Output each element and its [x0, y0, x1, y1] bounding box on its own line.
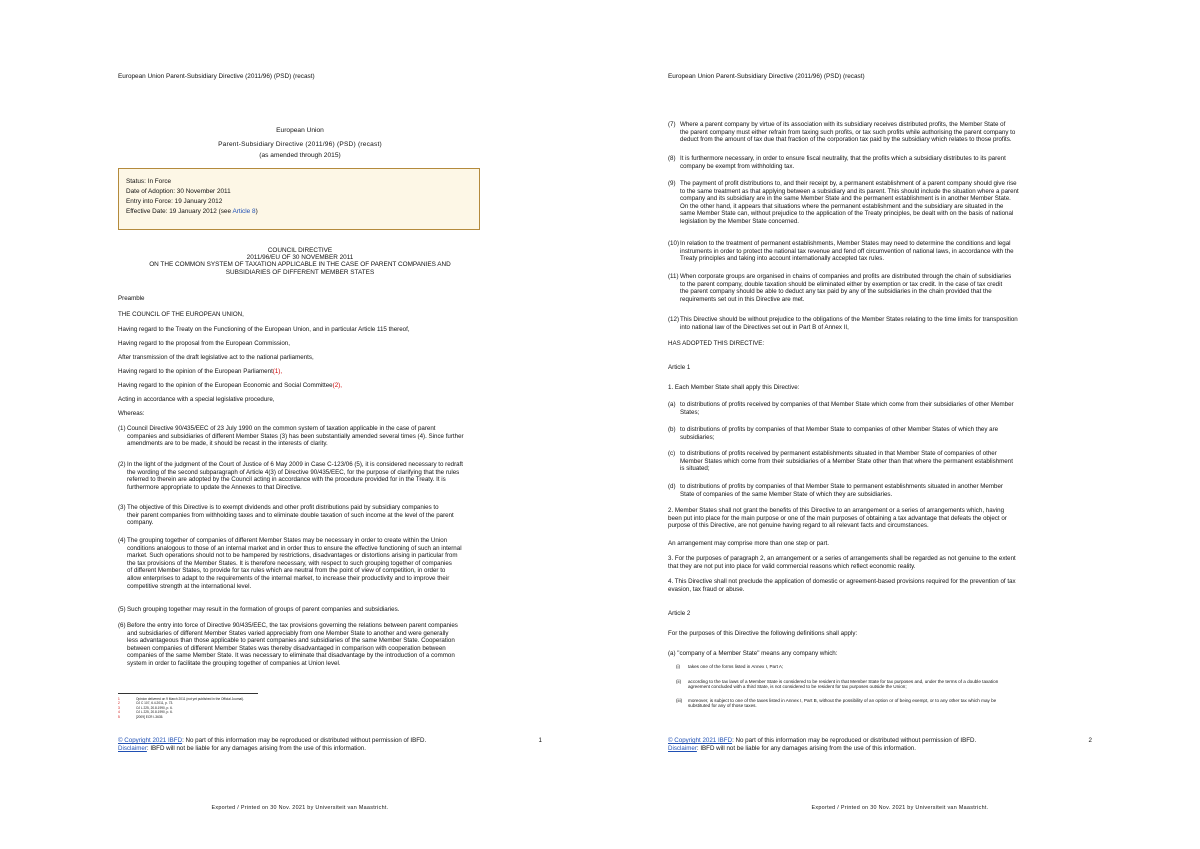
list-item: (a) to distributions of profits received by companies of that Member State which come from their subsidiaries of other Member States; [668, 401, 1014, 416]
title-doc: Parent-Subsidiary Directive (2011/96) (PSD) (recast) [218, 141, 382, 148]
recital: (4) The grouping together of companies of different Member States may be necessary in order to create within the Union conditions analogous to those of an internal market and in order thus to ensure the effective functioning of such an internal market. Such operations should not to be hampered by restrictions, disadvantages or distortions arising in particular from the tax provisions of the Member States. It is therefore necessary, with respect to such grouping together of companies of different Member States, to provide for tax rules which are neutral from the point of view of competition, in order to allow enterprises to adapt to the requirements of the internal market, to increase their productivity and to improve their competitive strength at the international level. [118, 537, 462, 590]
recital: (6) Before the entry into force of Directive 90/435/EEC, the tax provisions governing the relations between parent companies and subsidiaries of different Member States varied appreciably from one Member State to another and were generally less advantageous than those applicable to parent companies and subsidiaries of the same Member State. Cooperation between companies of different Member States was thereby disadvantaged in comparison with cooperation between companies of the same Member State. It was necessary to eliminate that disadvantage by the introduction of a common system in order to facilitate the grouping together of companies at Union level. [118, 622, 458, 667]
page-footer: © Copyright 2021 IBFD: No part of this information may be reproduced or distributed without permission of IBFD. Disclaimer: IBFD will not be liable for any damages arising from the use of this information. 2 [668, 737, 1092, 752]
footnote-ref[interactable]: (2), [332, 382, 342, 389]
entry-into-force: Entry into Force: 19 January 2012 [126, 198, 223, 205]
effective-date: Effective Date: 19 January 2012 (see Article 8) [126, 208, 258, 215]
page-number: 2 [1088, 737, 1092, 744]
article-1-para-4: 4. This Directive shall not preclude the application of domestic or agreement-based provisions required for the prevention of tax evasion, tax fraud or abuse. [668, 578, 1016, 593]
article-1-para-2: 2. Member States shall not grant the benefits of this Directive to an arrangement or a series of arrangements which, having been put into place for the main purpose or one of the main purposes of obtaining a tax advantage that defeats the object or purpose of this Directive, are not genuine having regard to all relevant facts and circumstances. [668, 507, 1007, 530]
recital: (11) When corporate groups are organised in chains of companies and profits are distributed through the chain of subsidiaries to the parent company, double taxation should be eliminated either by exemption or tax credit. In the case of tax credit the parent company should be able to deduct any tax paid by any of the subsidiaries in the chain provided that the requirements set out in this Directive are met. [668, 273, 1012, 303]
article-1-para-3: 3. For the purposes of paragraph 2, an arrangement or a series of arrangements shall be regarded as not genuine to the extent that they are not put into place for valid commercial reasons which reflect economic reality. [668, 555, 1016, 570]
disclaimer-link[interactable]: Disclaimer [668, 745, 697, 752]
list-item: (c) to distributions of profits received by permanent establishments situated in that Member State of companies of other Member States which come from their subsidiaries of a Member State other than that where the permanent establishment is situated; [668, 450, 1013, 473]
article-1-para-2b: An arrangement may comprise more than one step or part. [668, 540, 829, 547]
title-note: (as amended through 2015) [259, 152, 341, 159]
having-regard-3: Having regard to the opinion of the European Parliament(1), [118, 368, 283, 375]
export-note: Exported / Printed on 30 Nov. 2021 by Universiteit van Maastricht. [811, 805, 989, 811]
page-number: 1 [538, 737, 542, 744]
copyright-link[interactable]: © Copyright 2021 IBFD [668, 737, 733, 744]
page-footer: © Copyright 2021 IBFD: No part of this information may be reproduced or distributed without permission of IBFD. Disclaimer: IBFD will not be liable for any damages arising from the use of this information. 1 [118, 737, 542, 752]
recital: (1) Council Directive 90/435/EEC of 23 July 1990 on the common system of taxation applicable in the case of parent companies and subsidiaries of different Member States (3) has been substantially amended several times (4). Since further amendments are to be made, it should be recast in the interests of clarity. [118, 425, 464, 448]
recital: (8) It is furthermore necessary, in order to ensure fiscal neutrality, that the profits which a subsidiary distributes to its parent company be exempt from withholding tax. [668, 155, 1006, 170]
status-line: Status: In Force [126, 178, 172, 185]
list-item: (d) to distributions of profits by companies of that Member State to permanent establishments situated in another Member State of companies of the same Member State of which they are subsidiaries. [668, 483, 1003, 498]
title-org: European Union [276, 127, 324, 134]
recital: (10) In relation to the treatment of permanent establishments, Member States may need to determine the conditions and legal instruments in order to protect the national tax revenue and fend off circumvention of national laws, in accordance with the Treaty principles and taking into account internationally accepted tax rules. [668, 240, 1014, 263]
article-2-heading: Article 2 [668, 610, 691, 617]
list-item: (i) takes one of the forms listed in Annex I, Part A; [676, 664, 784, 669]
list-item: (ii) according to the tax laws of a Member State is considered to be resident in that Member State for tax purposes and, under the terms of a double taxation agreement concluded with a third State, is not considered to be resident for tax purposes outside the Union; [676, 679, 999, 690]
having-regard-1: Having regard to the Treaty on the Functioning of the European Union, and in particular Article 115 thereof, [118, 326, 410, 333]
article-1-heading: Article 1 [668, 364, 691, 371]
article-8-link[interactable]: Article 8 [232, 208, 256, 215]
list-item: (b) to distributions of profits by companies of that Member State to companies of other Member States of which they are subsidiaries; [668, 426, 999, 441]
preamble-heading: Preamble [118, 295, 145, 302]
article-2-intro: For the purposes of this Directive the following definitions shall apply: [668, 630, 858, 637]
document-page-2 [600, 0, 1200, 849]
acting: Acting in accordance with a special legislative procedure, [118, 396, 275, 403]
recital: (9) The payment of profit distributions to, and their receipt by, a permanent establishment of a parent company should give rise to the same treatment as that applying between a subsidiary and its parent. This should include the situation where a parent company and its subsidiary are in the same Member State and the permanent establishment is in another Member State. On the other hand, it appears that situations where the permanent establishment and the subsidiary are situated in the same Member State can, without prejudice to the application of the Treaty principles, be dealt with on the basis of national legislation by the Member State concerned. [668, 180, 1019, 225]
running-header: European Union Parent-Subsidiary Directive (2011/96) (PSD) (recast) [118, 73, 315, 80]
copyright-link[interactable]: © Copyright 2021 IBFD [118, 737, 183, 744]
footnote-ref[interactable]: (1), [272, 368, 283, 375]
status-box [118, 168, 480, 230]
recital: (12) This Directive should be without prejudice to the obligations of the Member States relating to the time limits for transposition into national law of the Directives set out in Part B of Annex II, [668, 316, 1018, 331]
council-eu: THE COUNCIL OF THE EUROPEAN UNION, [118, 311, 244, 318]
adopted-statement: HAS ADOPTED THIS DIRECTIVE: [668, 340, 765, 347]
adoption-date: Date of Adoption: 30 November 2011 [126, 188, 231, 195]
article-2-a: (a) "company of a Member State" means any company which: [668, 650, 838, 657]
recital: (5) Such grouping together may result in the formation of groups of parent companies and subsidiaries. [118, 606, 400, 613]
recital: (7) Where a parent company by virtue of its association with its subsidiary receives distributed profits, the Member State of the parent company must either refrain from taxing such profits, or tax such profits while authorising the parent company to deduct from the amount of tax due that fraction of the corporation tax paid by the subsidiary which relates to those profits. [668, 121, 1016, 144]
running-header: European Union Parent-Subsidiary Directive (2011/96) (PSD) (recast) [668, 73, 865, 80]
export-note: Exported / Printed on 30 Nov. 2021 by Universiteit van Maastricht. [211, 805, 389, 811]
having-regard-2: Having regard to the proposal from the European Commission, [118, 340, 290, 347]
council-directive-heading: COUNCIL DIRECTIVE 2011/96/EU OF 30 NOVEMBER 2011 ON THE COMMON SYSTEM OF TAXATION APPLICABLE IN THE CASE OF PARENT COMPANIES AND SUBSIDIARIES OF DIFFERENT MEMBER STATES [149, 247, 451, 276]
whereas: Whereas: [118, 410, 145, 417]
footnote-rule [118, 693, 258, 694]
after-transmission: After transmission of the draft legislative act to the national parliaments, [118, 354, 314, 361]
having-regard-4: Having regard to the opinion of the European Economic and Social Committee(2), [118, 382, 342, 389]
list-item: (iii) moreover, is subject to one of the taxes listed in Annex I, Part B, without the possibility of an option or of being exempt, or to any other tax which may be substituted for any of those taxes. [676, 698, 997, 709]
disclaimer-link[interactable]: Disclaimer [118, 745, 147, 752]
footnotes: 1 Opinion delivered on 9 March 2011 (not yet published in the Official Journal). 2 OJ C 107, 6.4.2011, p. 73. 3 OJ L 225, 20.8.1990, p. 6. 4 OJ L 225, 20.8.1990, p. 6. 5 [2009] ECR I-3635. [118, 697, 244, 719]
recital: (2) In the light of the judgment of the Court of Justice of 6 May 2009 in Case C-123/06 (5), it is considered necessary to redraft the wording of the second subparagraph of Article 4(3) of Directive 90/435/EEC, for the purpose of clarifying that the rules referred to therein are adopted by the Council acting in accordance with the procedure provided for in the Treaty. It is furthermore appropriate to update the Annexes to that Directive. [118, 461, 464, 491]
article-1-para-1: 1. Each Member State shall apply this Directive: [668, 384, 800, 391]
recital: (3) The objective of this Directive is to exempt dividends and other profit distributions paid by subsidiary companies to their parent companies from withholding taxes and to eliminate double taxation of such income at the level of the parent company. [118, 504, 454, 527]
